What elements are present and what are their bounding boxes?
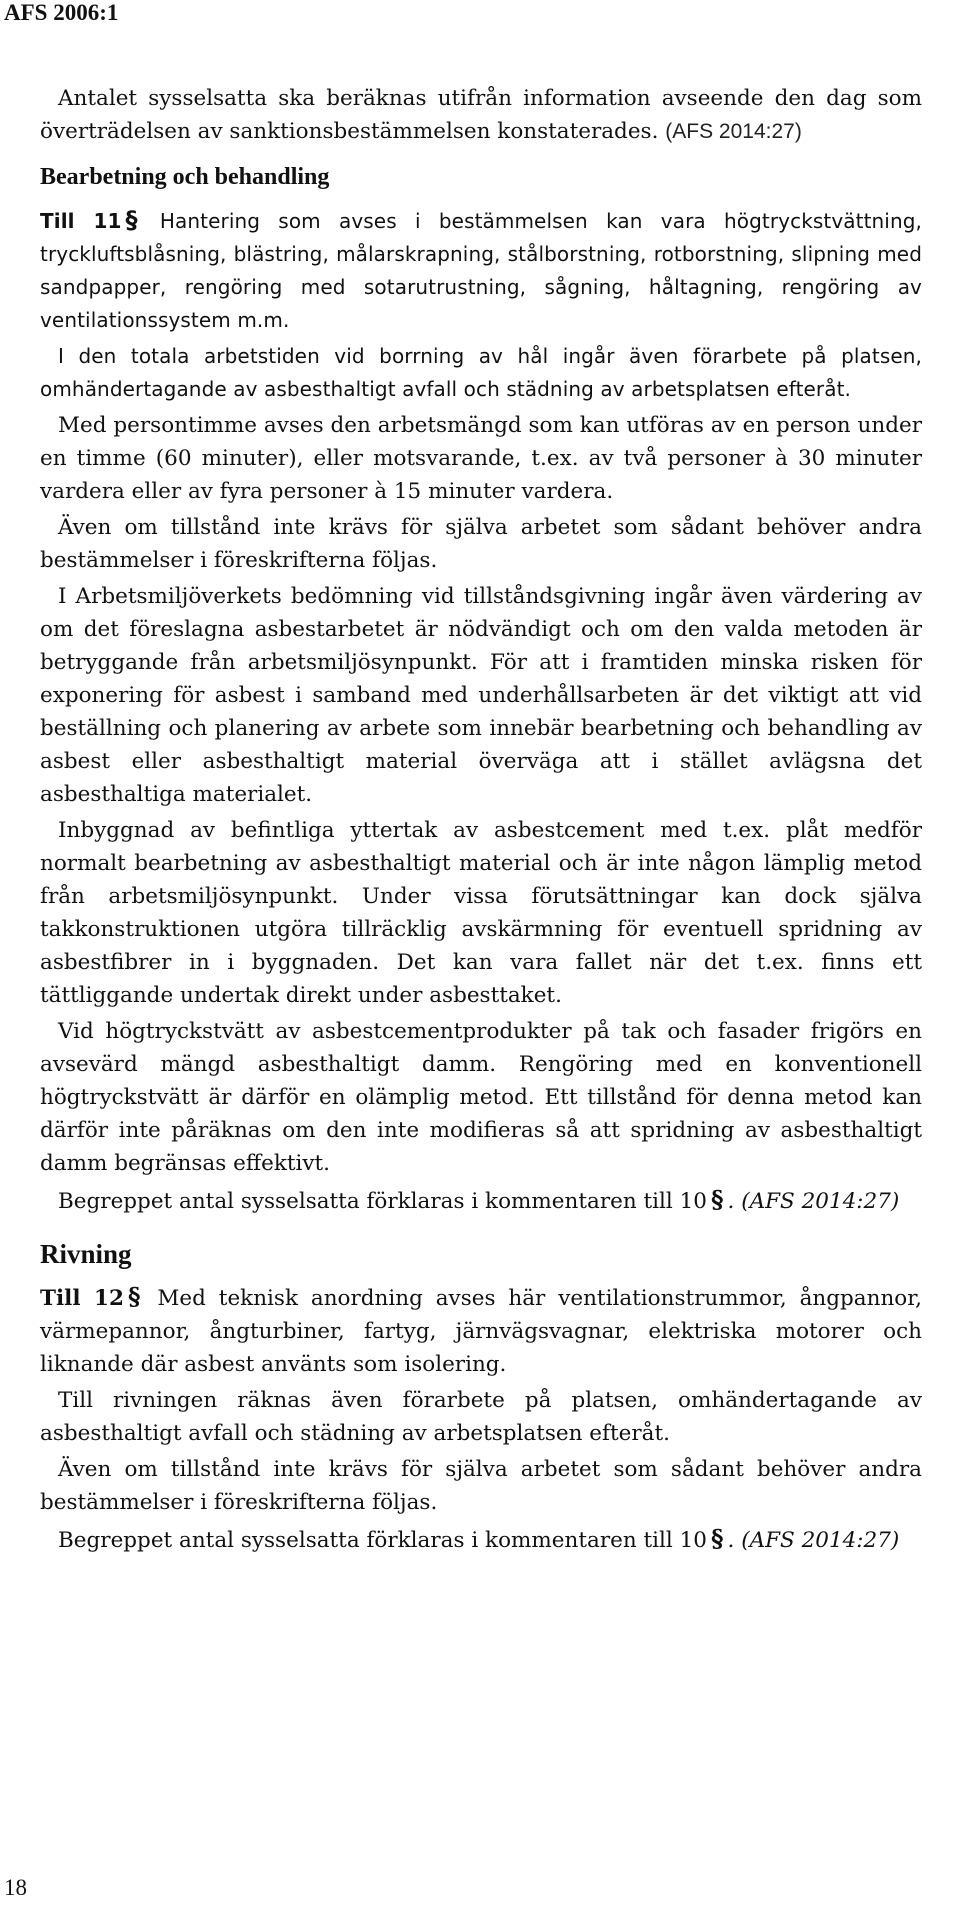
section1-paragraph-4: Även om tillstånd inte krävs för själva arbetet som sådant behöver andra bestämmelser i föreskrifterna följas. (40, 515, 922, 573)
section2-paragraph-3: Även om tillstånd inte krävs för själva arbetet som sådant behöver andra bestämmelser i föreskrifterna följas. (40, 1457, 922, 1515)
paragraph-sign-icon: § (710, 1185, 724, 1214)
section1-p1-text: Hantering som avses i bestämmelsen kan vara högtryckstvättning, tryckluftsblåsning, blästring, målarskrapning, stålborstning, rotborstning, slipning med sandpapper, rengöring med sotarutrustning, sågning, håltagning, rengöring av ventilationssystem m.m. (40, 209, 922, 332)
intro-ref: (AFS 2014:27) (665, 120, 802, 143)
section2-paragraph-2: Till rivningen räknas även förarbete på platsen, omhändertagande av asbesthaltigt avfall och städning av arbetsplatsen efteråt. (40, 1388, 922, 1446)
section1-paragraph-6: Inbyggnad av befintliga yttertak av asbestcement med t.ex. plåt medför normalt bearbetning av asbesthaltigt material och är inte någon lämplig metod från arbetsmiljösynpunkt. Under vissa förutsättningar kan dock själva takkonstruktionen utgöra tillräcklig avskärmning för eventuell spridning av asbestfibrer in i byggnaden. Det kan vara fallet när det t.ex. finns ett tättliggande undertak direkt under asbesttaket. (40, 818, 922, 1008)
section2-p1-text: Med teknisk anordning avses här ventilationstrummor, ångpannor, värmepannor, ångturbiner, fartyg, järnvägsvagnar, elektriska motorer och liknande där asbest använts som isolering. (40, 1286, 922, 1377)
section1-paragraph-5: I Arbetsmiljöverkets bedömning vid tillståndsgivning ingår även värdering av om det föreslagna asbestarbetet är nödvändigt och om den valda metoden är betryggande från arbetsmiljösynpunkt. För att i framtiden minska risken för exponering för asbest i samband med underhållsarbeten är det viktigt att vid beställning och planering av arbete som innebär bearbetning och behandling av asbest eller asbesthaltigt material överväga att i stället avlägsna det asbesthaltiga materialet. (40, 584, 922, 807)
document-body (40, 82, 922, 1560)
paragraph-sign-icon: § (125, 206, 138, 234)
paragraph-sign-icon: § (710, 1524, 724, 1553)
till-11-label: Till 11 (40, 209, 122, 233)
section1-paragraph-3: Med persontimme avses den arbetsmängd som kan utföras av en person under en timme (60 minuter), eller motsvarande, t.ex. av två personer à 30 minuter vardera eller av fyra personer à 15 minuter vardera. (40, 413, 922, 504)
section2-paragraph-1 (40, 1280, 922, 1381)
section1-p8-ref: . (AFS 2014:27) (727, 1189, 900, 1214)
section1-paragraph-8 (40, 1183, 922, 1218)
section-heading-rivning: Rivning (40, 1239, 132, 1269)
document-id: AFS 2006:1 (4, 0, 119, 25)
section2-p4-text: Begreppet antal sysselsatta förklaras i kommentaren till 10 (58, 1528, 707, 1553)
section2-paragraph-4 (40, 1522, 922, 1557)
page-number: 18 (4, 1875, 27, 1900)
section1-paragraph-1 (40, 204, 922, 337)
section1-p8-text: Begreppet antal sysselsatta förklaras i kommentaren till 10 (58, 1189, 707, 1214)
section2-p4-ref: . (AFS 2014:27) (727, 1528, 900, 1553)
intro-paragraph (40, 82, 922, 148)
paragraph-sign-icon: § (127, 1282, 141, 1311)
till-12-label: Till 12 (40, 1286, 124, 1311)
section1-paragraph-2: I den totala arbetstiden vid borrning av hål ingår även förarbete på platsen, omhändertagande av asbesthaltigt avfall och städning av arbetsplatsen efteråt. (40, 344, 922, 401)
section-heading-bearbetning: Bearbetning och behandling (40, 164, 330, 190)
intro-text: Antalet sysselsatta ska beräknas utifrån information avseende den dag som överträdelsen av sanktionsbestämmelsen konstaterades. (40, 86, 922, 144)
section1-paragraph-7: Vid högtryckstvätt av asbestcementprodukter på tak och fasader frigörs en avsevärd mängd asbesthaltigt damm. Rengöring med en konventionell högtryckstvätt är därför en olämplig metod. Ett tillstånd för denna metod kan därför inte påräknas om den inte modifieras så att spridning av asbesthaltigt damm begränsas effektivt. (40, 1019, 922, 1176)
